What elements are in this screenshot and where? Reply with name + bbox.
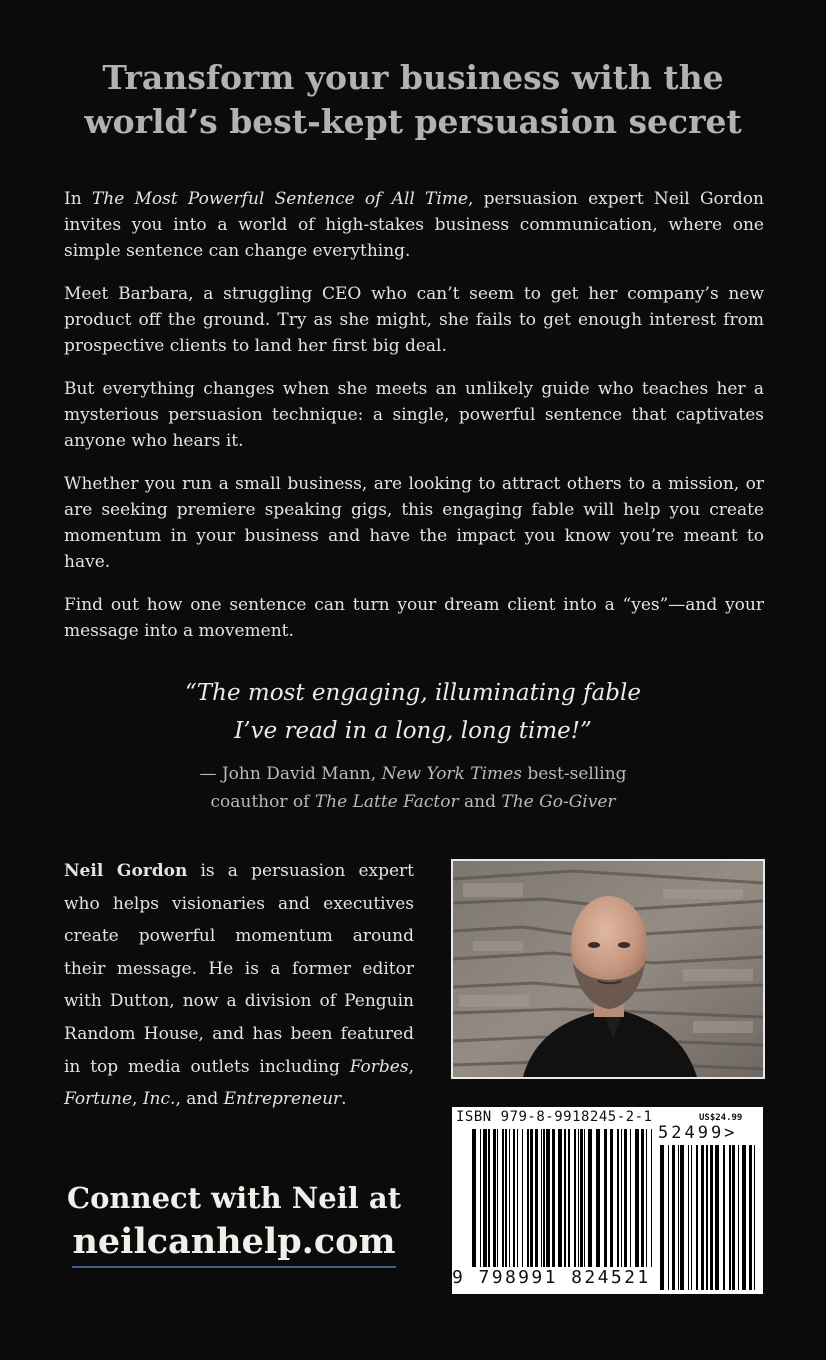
barcode-bar [723,1145,725,1290]
headline-line-2: world’s best-kept persuasion secret [84,102,742,141]
barcode-bar [672,1145,675,1290]
barcode-bar [621,1129,622,1277]
book-title: The Most Powerful Sentence of All Time [91,189,469,209]
barcode-bar [680,1145,684,1290]
addon-digits: 52499> [658,1123,738,1143]
headline [0,56,826,144]
barcode-bar [754,1145,755,1290]
barcode-bar [635,1129,639,1277]
barcode-bar [564,1129,566,1277]
barcode-bar [480,1129,481,1277]
barcode-bar [527,1129,529,1277]
barcode-bar [483,1129,487,1277]
barcode-bar [584,1129,585,1277]
barcode-bar [610,1129,613,1277]
author-bio: Neil Gordon is a persuasion expert who helps visionaries and executives create powerful momentum around their message. He is a former editor with Dutton, now a division of Penguin Random House, and has been featured in top media outlets including Forbes, Fortune, Inc., and Entrepreneur. [64,861,415,1110]
endorsement-quote [0,674,826,750]
barcode-bar [535,1129,538,1277]
barcode-bar [578,1129,579,1277]
barcode-bar [646,1129,647,1277]
price-label: US$24.99 [699,1113,743,1123]
barcode-bar [729,1145,731,1290]
barcode-bar [488,1129,490,1277]
barcode-bar [517,1129,518,1277]
barcode-bar [738,1145,739,1290]
barcode-bar [543,1129,545,1277]
barcode-bar [596,1129,600,1277]
barcode-bar [502,1129,504,1277]
barcode-bar [574,1129,576,1277]
barcode-bar [660,1145,664,1290]
barcode-bar [706,1145,708,1290]
barcode-bar [691,1145,692,1290]
barcode-bar [715,1145,719,1290]
barcode-bar [732,1145,735,1290]
connect-text: Connect with Neil at [66,1181,402,1215]
author-portrait-image [453,861,763,1077]
barcode-bar [472,1129,476,1277]
isbn-label: ISBN 979-8-9918245-2-1 [456,1109,653,1125]
endorsement-attribution [0,760,826,816]
barcode-bar [668,1145,669,1290]
barcode-bar [749,1145,752,1290]
barcode-bar [568,1129,570,1277]
barcode-bar [580,1129,583,1277]
book-description [64,186,764,661]
barcode-bar [624,1129,627,1277]
barcode-bar [493,1129,496,1277]
barcode-bar [651,1129,652,1277]
barcode-bar [546,1129,550,1277]
barcode-bar [541,1129,542,1277]
description-paragraph-1: In The Most Powerful Sentence of All Time, persuasion expert Neil Gordon invites you into a world of high-stakes business communication, where one simple sentence can change everything. [64,189,764,261]
barcode-bar [530,1129,533,1277]
description-paragraph-2: Meet Barbara, a struggling CEO who can’t seem to get her company’s new product off the ground. Try as she might, she fails to get enough interest from prospective clients to land her first big deal. [64,284,764,356]
barcode-bar [513,1129,515,1277]
isbn-barcode [452,1107,763,1294]
website-link[interactable]: neilcanhelp.com [72,1218,395,1268]
barcode-bar [509,1129,510,1277]
barcode-bar [505,1129,507,1277]
barcode-bar [522,1129,523,1277]
headline-line-1: Transform your business with the [102,58,724,97]
barcode-bar [617,1129,619,1277]
connect-section [64,1178,404,1268]
barcode-digits: 9 798991 824521 [452,1267,651,1288]
description-paragraph-3: But everything changes when she meets an unlikely guide who teaches her a mysterious persuasion technique: a single, powerful sentence that captivates anyone who hears it. [64,379,764,451]
barcode-bar [710,1145,713,1290]
description-paragraph-5: Find out how one sentence can turn your dream client into a “yes”—and your message into a movement. [64,595,764,641]
barcode-bar [558,1129,562,1277]
barcode-bar [696,1145,698,1290]
barcode-bar [552,1129,555,1277]
description-paragraph-4: Whether you run a small business, are looking to attract others to a mission, or are seeking premiere speaking gigs, this engaging fable will help you create momentum in your business and have the impact you know you’re meant to have. [64,474,764,572]
barcode-bar [678,1145,679,1290]
attribution-line-1: — John David Mann, New York Times best-selling [199,764,627,784]
barcode-bar [497,1129,498,1277]
barcode-bars [452,1107,763,1294]
barcode-bar [630,1129,631,1277]
author-name: Neil Gordon [64,861,188,881]
barcode-bar [742,1145,746,1290]
quote-line-2: I’ve read in a long, long time!” [234,718,592,744]
barcode-bar [641,1129,644,1277]
barcode-bar [588,1129,592,1277]
barcode-bar [604,1129,607,1277]
author-photo [451,859,765,1079]
barcode-bar [688,1145,689,1290]
quote-line-1: “The most engaging, illuminating fable [185,680,641,706]
barcode-bar [701,1145,704,1290]
attribution-line-2: coauthor of The Latte Factor and The Go-Giver [210,792,616,812]
